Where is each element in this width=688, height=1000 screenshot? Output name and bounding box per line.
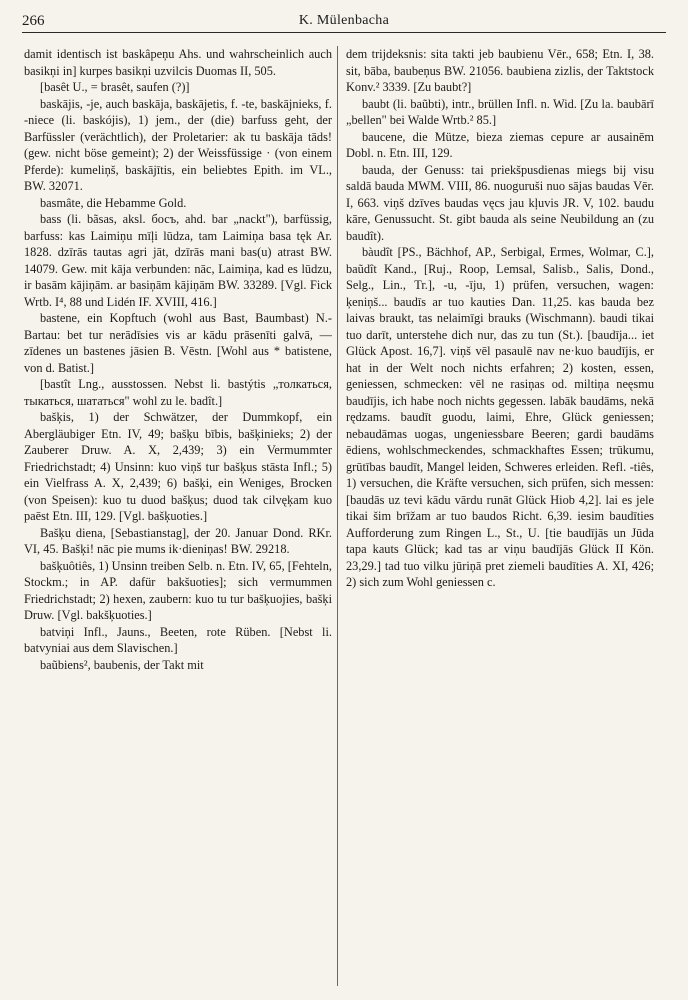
- entry-paragraph: bauda, der Genuss: tai priekšpusdienas miegs bij visu saldā bauda MWM. VIII, 86. nuoguruši nuo sājas baudas Vēr. I, 663. viņš dzīves baudas vęcs jau kļuvis JR. V, 102. baudu kāre, Genussucht. St. gibt bauda als seine Neubildung an (zu baudît).: [346, 162, 654, 243]
- entry-paragraph: Bašķu diena, [Sebastianstag], der 20. Januar Dond. RKr. VI, 45. Bašķi! nāc pie mums ik·dieniņas! BW. 29218.: [24, 525, 332, 556]
- entry-paragraph: baũbiens², baubenis, der Takt mit: [40, 657, 204, 672]
- left-column: [24, 46, 332, 986]
- entry-paragraph: bass (li. bãsas, aksl. босъ, ahd. bar „nackt"), barfüssig, barfuss: kas Laimiņu mīļi lūdza, tam Laimiņa basa tęk Ar. 1828. dzīrās tautas agri jāt, dzīrās mani bas(u) atrast BW. 14079. Gew. mit kāja verbunden: nāc, Laimiņa, kad es lūdzu, ir basām kājiņām. ar basiņām kājiņām BW. 33289. [Vgl. Fick Wrtb. I⁴, 88 und Lidén IF. XVIII, 416.]: [24, 212, 332, 309]
- entry-paragraph: batviņi Infl., Jauns., Beeten, rote Rüben. [Nebst li. batvyniai aus dem Slavischen.]: [24, 624, 332, 655]
- page-number: 266: [22, 13, 45, 29]
- entry-paragraph: dem trijdeksnis: sita takti jeb baubienu Vēr., 658; Etn. I, 38. sit, bāba, baubeņus BW. 21056. baubiena zizlis, der Taktstock Konv.² 3339. [Zu baubt?]: [346, 47, 654, 94]
- entry-paragraph: bàudît [PS., Bächhof, AP., Serbigal, Ermes, Wolmar, C.], baũdît Kand., [Ruj., Roop, Lemsal, Salisb., Salis, Dond., Selg., Lin., Tr.], -u, -īju, 1) prüfen, versuchen, wagen: ķeniņš... baudīs ar tuo kauties Dan. 11,25. kas bauda bez laivas braukt, tas nelaimīgi brauks (Wischmann). baudi tikai tuo darīt, unterstehe dich nur, das zu tun (St.). [baudīja... iet Glück Apost. 16,7]. viņš vēl pasaulē nav ne·kuo baudījis, er hat in der Welt noch nichts erfahren; 2) kosten, essen, geniessen, schmecken: vēl ne rasiņas od. miltiņa neęsmu baudījis, ich habe noch nichts gegessen. labāk baudāms, nekā rędzams. baudīt guodu, laimi, Ehre, Glück geniessen; nebaudāmas uogas, ungeniessbare Beeren; gardi baudāms ēdiens, wohlschmeckendes, schmackhaftes Essen; trūkumu, grūtības baudīt, Mangel leiden, Schweres erleiden. Refl. -tiês, 1) versuchen, die Kräfte versuchen, sich prüfen, sich messen: [baudās uz tevi kādu vārdu runāt Glück Hiob 4,2]. lai es jele tikai šim brīžam ar tuo baudos Richt. 6,39. iesim baudīties Aufforderung zum Ringen L., St., U. [tie baudījās un Jūda tapa kauts Glück; kad tas ar viņu baudījās Glück II Kön. 23,29.] tad tuo vilku jūriņā pret ziemeli baudīties A. XI, 426; 2) sich zum Wohl geniessen c.: [346, 245, 654, 589]
- entry-paragraph: bašķuôtiês, 1) Unsinn treiben Selb. n. Etn. IV, 65, [Fehteln, Stockm.; in AP. dafür bakšuoties]; sich vermummen Friedrichstadt; 2) hexen, zaubern: kuo tu tur bašķuojies, bašķi Druw. [Vgl. bakšķuoties.]: [24, 558, 332, 622]
- right-column: [346, 46, 654, 986]
- entry-paragraph: bastene, ein Kopftuch (wohl aus Bast, Baumbast) N.-Bartau: bet tur nerādīsies vis ar kādu prāsenīti galvā, — zīdenes un bastenes jāsien B. Vēstn. [Wohl aus * batistene, von d. Batist.]: [24, 311, 332, 375]
- page-header: [22, 10, 666, 33]
- entry-paragraph: baubt (li. baũbti), intr., brüllen Infl. n. Wid. [Zu la. baubārī „bellen" bei Walde Wrtb.² 85.]: [346, 96, 654, 127]
- column-divider: [337, 46, 338, 986]
- entry-paragraph: bašķis, 1) der Schwätzer, der Dummkopf, ein Abergläubiger Etn. IV, 49; bašķu bībis, bašķinieks; 2) der Zauberer Druw. A. X, 2,439; 3) ein Vermummter Friedrichstadt; 4) Unsinn: kuo viņš tur bašķus stāsta Infl.; 5) ein Vielfrass A. X, 2,439; 6) bašķi, ein Weniges, Brocken (von Speisen): kuo tu duod bašķus; duod tak cilvęķam kuo paēst Etn. III, 129. [Vgl. bašķuoties.]: [24, 410, 332, 523]
- entry-paragraph: damit identisch ist baskâpeņu Ahs. und wahrscheinlich auch basikņi in] kurpes basikņi uzvilcis Duomas II, 505.: [24, 47, 332, 78]
- entry-paragraph: baskājis, -je, auch baskāja, baskājetis, f. -te, baskājnieks, f. -niece (li. baskójis), 1) jem., der (die) barfuss geht, der Barfüssler (verächtlich), der Proletarier: ak tu baskāja tāds! (gew. nicht böse gemeint); 2) der Weissfüssige · (von einem Pferde): kumeliņš, baskājītis, ein beliebtes Epith. im VL., BW. 32071.: [24, 96, 332, 193]
- entry-paragraph: baucene, die Mütze, bieza ziemas cepure ar ausainēm Dobl. n. Etn. III, 129.: [346, 129, 654, 160]
- entry-paragraph: [basêt U., = brasêt, saufen (?)]: [40, 80, 190, 94]
- running-head: K. Mülenbacha: [298, 13, 390, 28]
- entry-paragraph: [bastît Lng., ausstossen. Nebst li. bastýtis „толкаться, тыкаться, шататься" wohl zu le. badît.]: [24, 377, 332, 408]
- entry-paragraph: basmâte, die Hebamme Gold.: [40, 195, 187, 210]
